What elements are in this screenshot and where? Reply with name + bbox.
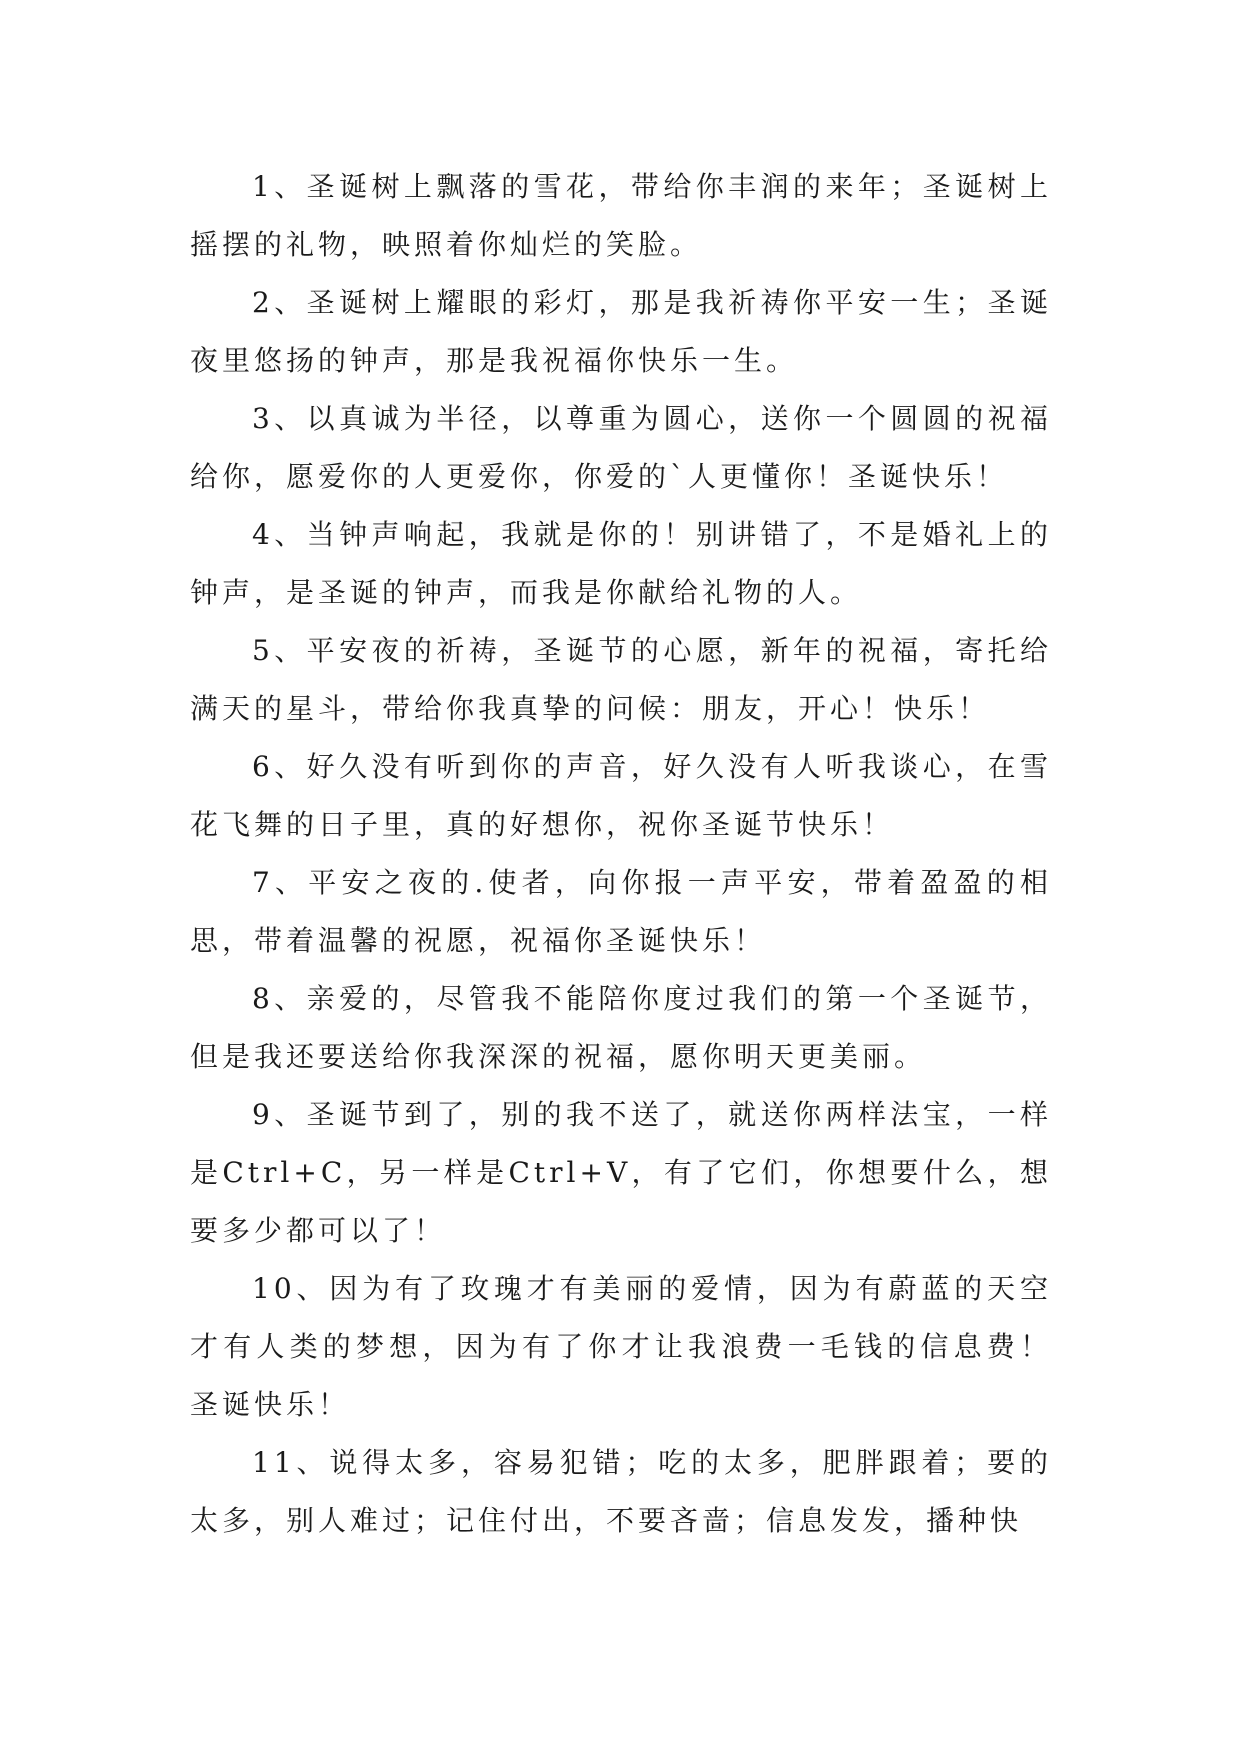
paragraph-7: 7、平安之夜的.使者，向你报一声平安，带着盈盈的相思，带着温馨的祝愿，祝福你圣诞快乐！ — [190, 866, 1052, 957]
paragraph-3: 3、以真诚为半径，以尊重为圆心，送你一个圆圆的祝福给你，愿爱你的人更爱你，你爱的`人更懂你！圣诞快乐！ — [190, 402, 1052, 493]
document-body — [190, 158, 1052, 1550]
paragraph-8: 8、亲爱的，尽管我不能陪你度过我们的第一个圣诞节，但是我还要送给你我深深的祝福，愿你明天更美丽。 — [190, 982, 1052, 1073]
paragraph-4: 4、当钟声响起，我就是你的！别讲错了，不是婚礼上的钟声，是圣诞的钟声，而我是你献给礼物的人。 — [190, 518, 1052, 609]
paragraph-9: 9、圣诞节到了，别的我不送了，就送你两样法宝，一样是Ctrl+C，另一样是Ctrl+V，有了它们，你想要什么，想要多少都可以了！ — [190, 1098, 1052, 1247]
paragraph-6: 6、好久没有听到你的声音，好久没有人听我谈心，在雪花飞舞的日子里，真的好想你，祝你圣诞节快乐！ — [190, 750, 1052, 841]
paragraph-5: 5、平安夜的祈祷，圣诞节的心愿，新年的祝福，寄托给满天的星斗，带给你我真挚的问候：朋友，开心！快乐！ — [190, 634, 1052, 725]
paragraph-10: 10、因为有了玫瑰才有美丽的爱情，因为有蔚蓝的天空才有人类的梦想，因为有了你才让我浪费一毛钱的信息费！圣诞快乐！ — [190, 1272, 1052, 1421]
paragraph-1: 1、圣诞树上飘落的雪花，带给你丰润的来年；圣诞树上摇摆的礼物，映照着你灿烂的笑脸。 — [190, 170, 1052, 261]
paragraph-11: 11、说得太多，容易犯错；吃的太多，肥胖跟着；要的太多，别人难过；记住付出，不要吝啬；信息发发，播种快 — [190, 1446, 1052, 1537]
paragraph-2: 2、圣诞树上耀眼的彩灯，那是我祈祷你平安一生；圣诞夜里悠扬的钟声，那是我祝福你快乐一生。 — [190, 286, 1052, 377]
